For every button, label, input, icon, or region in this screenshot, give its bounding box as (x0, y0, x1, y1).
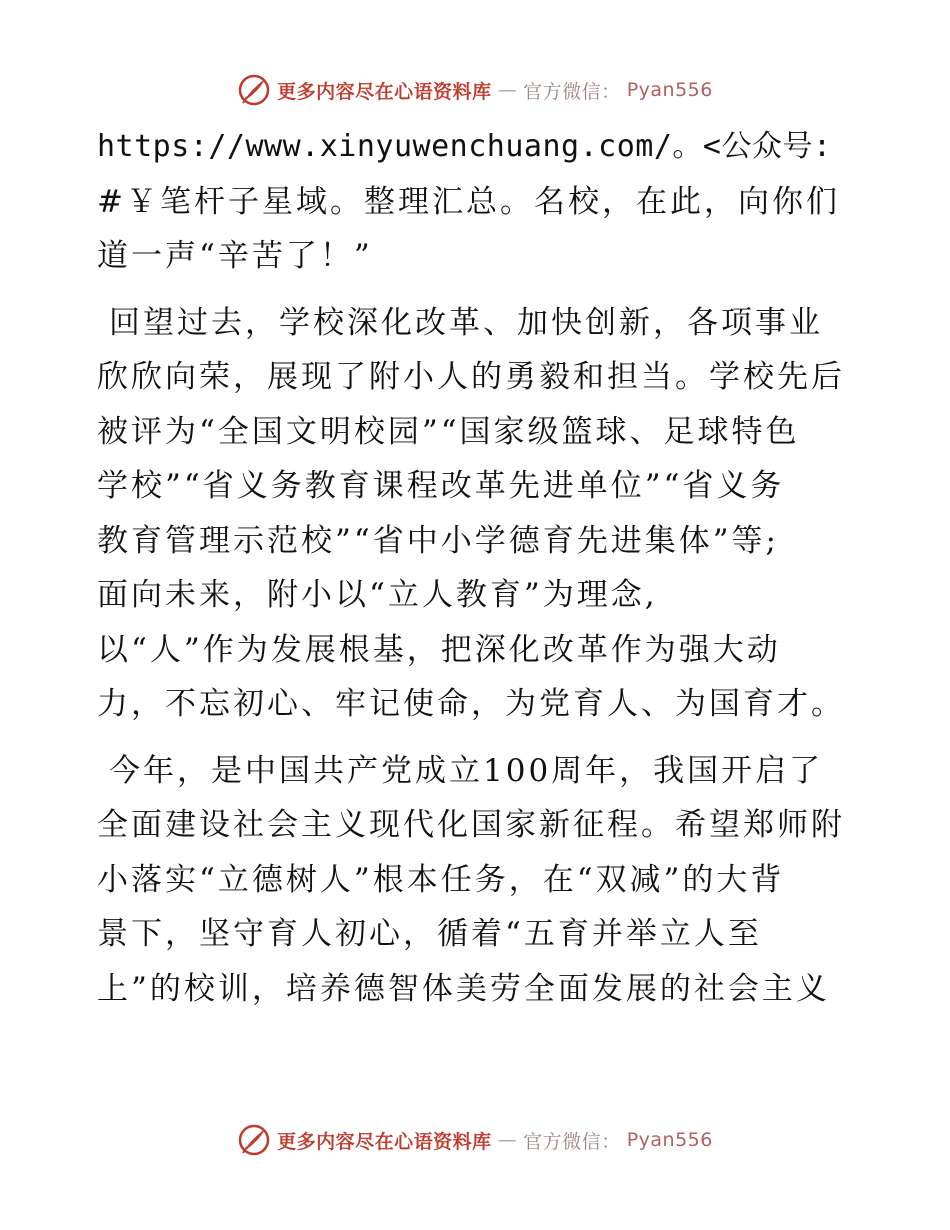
header-dash: — (497, 79, 518, 101)
text-line: 被评为“全国文明校园”“国家级篮球、足球特色 (97, 413, 800, 450)
text-line: 回望过去，学校深化改革、加快创新，各项事业 (109, 304, 823, 341)
text-line: 全面建设社会主义现代化国家新征程。希望郑师附 (97, 807, 845, 843)
text-line: 欣欣向荣，展现了附小人的勇毅和担当。学校先后 (97, 359, 845, 395)
footer-dash: — (497, 1129, 518, 1151)
footer-library-text: 更多内容尽在心语资料库 (277, 1130, 492, 1153)
text-line: #￥笔杆子星域。整理汇总。名校，在此，向你们 (97, 183, 840, 220)
text-line: 面向未来，附小以“立人教育”为理念, (97, 577, 658, 613)
header-wechat-label: 官方微信： (523, 80, 621, 103)
footer-wechat-label: 官方微信： (523, 1130, 621, 1153)
footer-wechat-id: Pyan556 (626, 1129, 713, 1151)
text-line: 今年，是中国共产党成立100周年，我国开启了 (109, 752, 824, 789)
footer-banner (0, 1120, 950, 1160)
text-line: 力，不忘初心、牢记使命，为党育人、为国育才。 (97, 686, 845, 722)
document-body (97, 120, 857, 1028)
text-line: https://www.xinyuwenchuang.com/。<公众号: (97, 129, 832, 164)
paragraph-3 (97, 744, 857, 1017)
feather-pen-logo-icon (237, 73, 271, 107)
paragraph-2 (97, 296, 857, 732)
paragraph-1 (97, 120, 857, 284)
feather-pen-logo-icon (237, 1123, 271, 1157)
header-banner (0, 70, 950, 110)
text-line: 学校”“省义务教育课程改革先进单位”“省义务 (97, 468, 785, 504)
header-library-text: 更多内容尽在心语资料库 (277, 80, 492, 103)
text-line: 以“人”作为发展根基，把深化改革作为强大动 (97, 631, 781, 668)
text-line: 景下，坚守育人初心，循着“五育并举立人至 (97, 916, 762, 952)
text-line: 教育管理示范校”“省中小学德育先进集体”等; (97, 522, 779, 559)
header-wechat-id: Pyan556 (626, 79, 713, 101)
text-line: 上”的校训，培养德智体美劳全面发展的社会主义 (97, 970, 830, 1007)
text-line: 道一声“辛苦了！” (97, 238, 373, 274)
text-line: 小落实“立德树人”根本任务，在“双减”的大背 (97, 861, 785, 898)
